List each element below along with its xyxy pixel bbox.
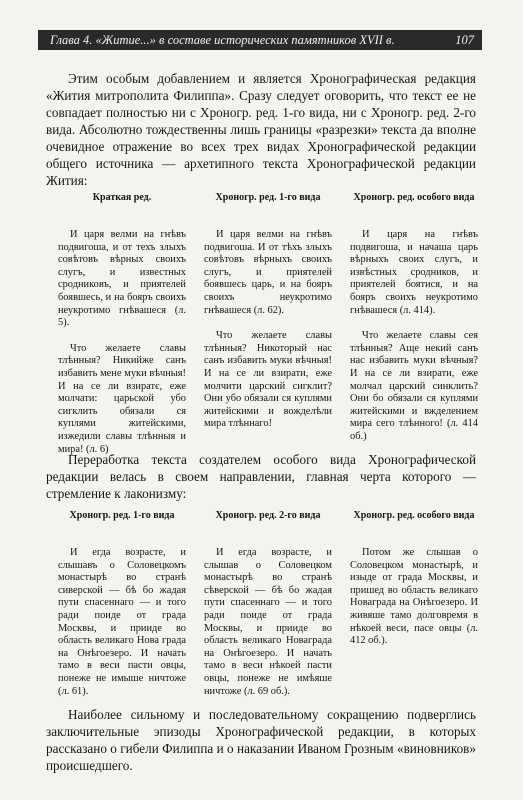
table2-column-second-kind: [204, 510, 332, 711]
column-paragraph: И царя велми на гнѣвъ подвигоша. И от тѣхъ злыхъ совѣтовъ вѣрныхъ своихъ слугъ, и приятелей боявшесь царь, и на бояръ своихъ неукротимо гнѣвашеся (л. 62).: [204, 229, 332, 316]
column-heading: Краткая ред.: [92, 192, 152, 203]
column-paragraph: И егда возрасте, и слышав о Соловецком монастырѣ во странѣ сѣверской — бѣ бо жадая пути спасеннаго — и того ради поиде от града Москвы, и прииде во область великаго Новаграда на Онѣгоезеро. И начать тамо в веси нѣкоей пасти овцы, понеже не имѣяше ничтоже (л. 69 об.).: [204, 547, 332, 697]
column-heading: Хроногр. ред. 1-го вида: [69, 510, 175, 521]
column-paragraph: И царя на гнѣвъ подвигоша, и начаша царь вѣрныхъ своих слугъ, и извѣстных сродников, и приятелей боятися, и на бояръ своихъ неукротимо гнѣвашеся (л. 414).: [350, 229, 478, 316]
running-title: Глава 4. «Житие...» в составе исторических памятников XVII в.: [50, 32, 395, 47]
column-heading: Хроногр. ред. 1-го вида: [215, 192, 321, 203]
table1-column-first-kind: [204, 192, 332, 469]
table1-column-short: [58, 192, 186, 469]
page-number: 107: [455, 32, 474, 47]
comparison-table-1: [58, 192, 478, 469]
column-heading: Хроногр. ред. особого вида: [353, 510, 475, 521]
comparison-table-2: [58, 510, 478, 711]
column-paragraph: Потом же слышав о Соловецком монастырѣ, и изыде от града Москвы, и пришед во область великаго Новаграда на Онѣгоезеро. И живяше тамо долговремя в нѣкоей веси, пасе овцы (л. 412 об.).: [350, 547, 478, 647]
table2-column-special-kind: [350, 510, 478, 711]
middle-paragraph: Переработка текста создателем особого вида Хронографической редакции велась в своем направлении, главная черта которого — стремление к лаконизму:: [46, 452, 476, 501]
table1-column-special-kind: [350, 192, 478, 469]
column-heading: Хроногр. ред. 2-го вида: [215, 510, 321, 521]
final-paragraph: Наиболее сильному и последовательному сокращению подверглись заключительные эпизоды Хронографической редакции, в которых рассказано о гибели Филиппа и о наказании Иваном Грозным «виновников» происшедшего.: [46, 707, 476, 773]
column-paragraph: Что желаете славы тлѣнныя? Никийже санъ избавить мене муки вѣчныя! И на се ли взиратє, еже молчати: царьской убо сигклить обязали ся куплями житейскими, изжедили славы тлѣнныя и мира! (л. 6): [58, 342, 186, 455]
table2-column-first-kind: [58, 510, 186, 711]
running-header: [38, 30, 482, 50]
column-paragraph: И царя велми на гнѣвъ подвигоша, и от техъ злыхъ совѣтовъ вѣрных своихъ слугъ, и известных сродниковъ, и приятелей боявшесь, и на бояръ своихъ неукротимо гнѣвашеся (л. 5).: [58, 229, 186, 329]
column-paragraph: Что желаете славы сея тлѣнныя? Аще некий санъ нас избавить муки вѣчныя? И на се ли взирати, еже молчал царский синклить? Они бо обязали ся куплями житейскими и вжделением мира сего тлѣнного! (л. 414 об.): [350, 330, 478, 442]
column-paragraph: Что желаете славы тлѣнныя? Никоторый нас санъ избавить муки вѣчныя! И на се ли взирати, еже молчити царский сигклит? Они убо обязали ся куплями житейскими и вожделѣли мира тлѣннаго!: [204, 330, 332, 430]
intro-paragraph: Этим особым добавлением и является Хронографическая редакция «Жития митрополита Филиппа». Сразу следует оговорить, что текст ее не совпадает полностью ни с Хроногр. ред. 1-го вида, ни с Хроногр. ред. 2-го вида. Абсолютно тождественны лишь границы «разрезки» текста да вполне очевидное отражение во всех трех видах Хронографической редакции общего источника — архетипного текста Хронографической редакции Жития:: [46, 71, 476, 188]
column-paragraph: И егда возрасте, и слышавъ о Соловецкомъ монастырѣ во странѣ сиверской — бѣ бо жадая пути спасеннаго — и того ради поиде от града Москвы, и прииде во область великаго Нова града на Онѣгоезеро. И начать тамо в веси пасти овцы, понеже не имыше ничтоже (л. 61).: [58, 547, 186, 697]
column-heading: Хроногр. ред. особого вида: [353, 192, 475, 203]
